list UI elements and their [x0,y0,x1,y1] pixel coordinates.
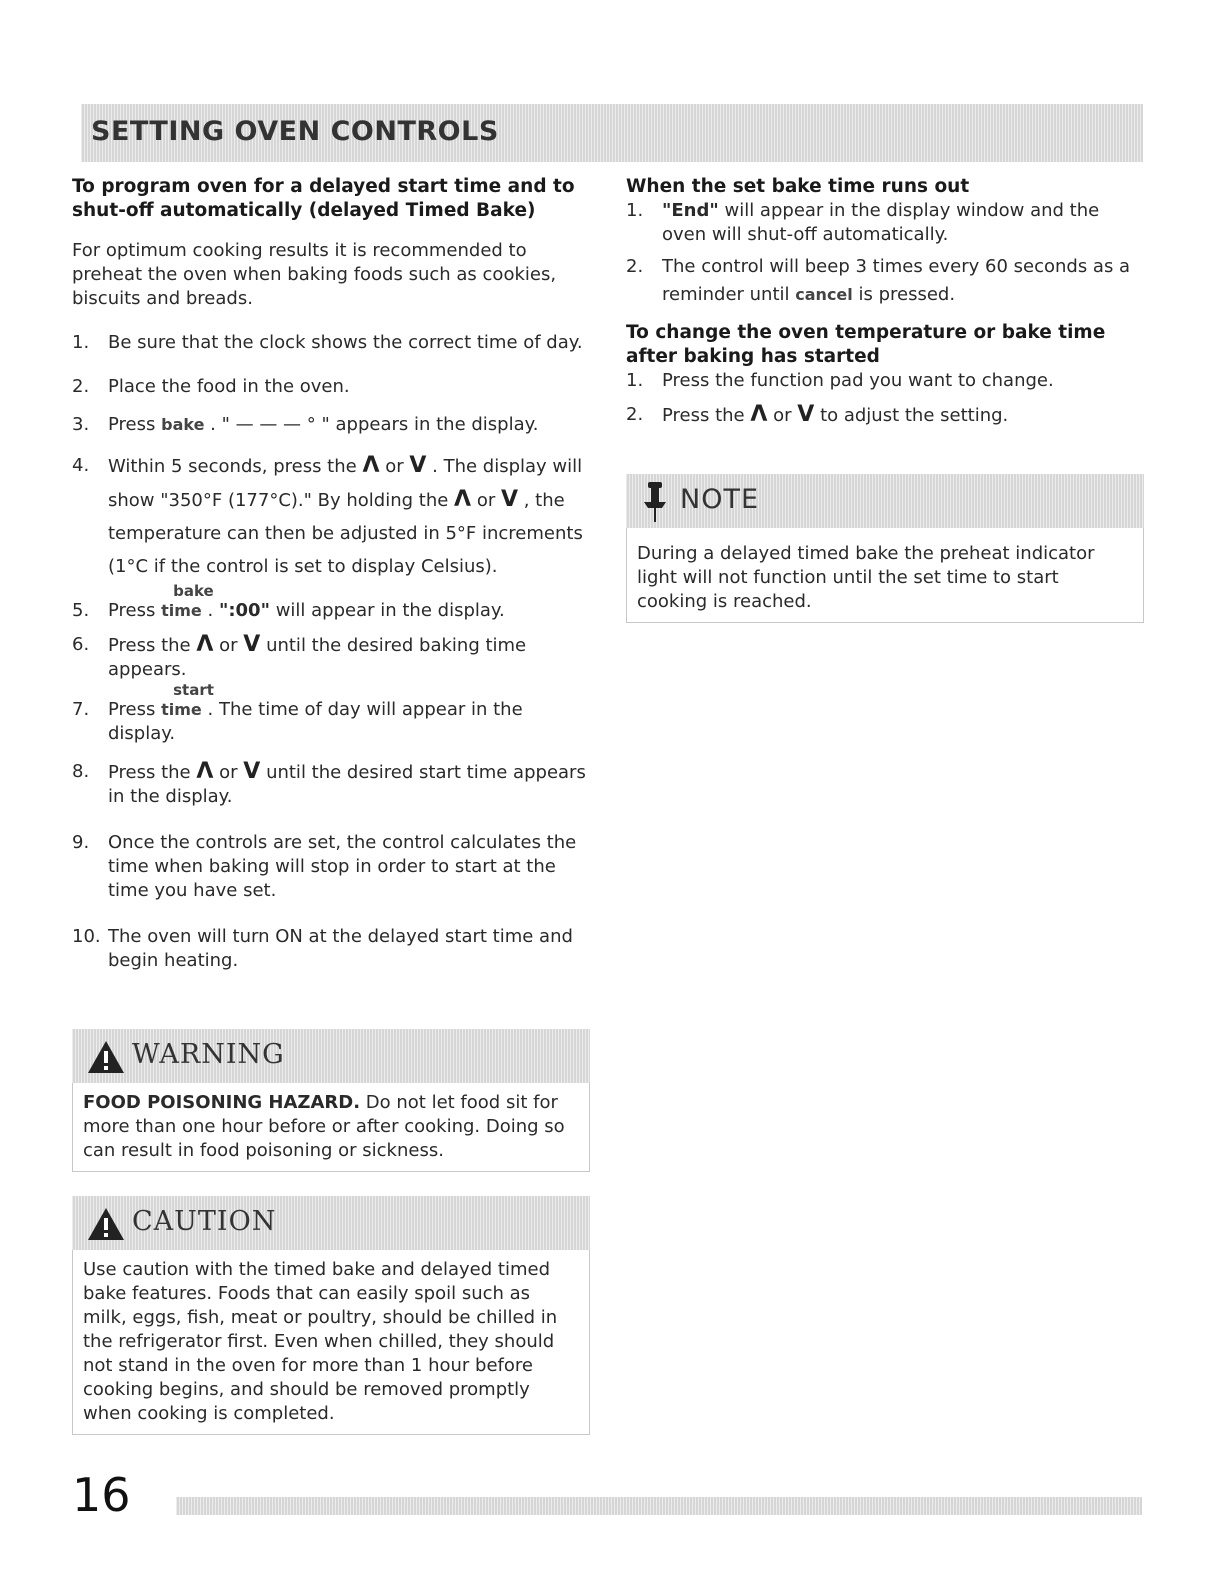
item-text: is pressed. [858,284,956,305]
step-4 [72,449,592,583]
section-title: SETTING OVEN CONTROLS [91,116,499,147]
left-column [72,175,592,973]
item-number: 1. [626,200,644,221]
step-number: 2. [72,376,90,397]
footer-bar [176,1497,1142,1515]
step-text: until the desired baking time appears. [108,635,527,680]
down-arrow-icon: V [243,759,261,784]
delayed-bake-heading: To program oven for a delayed start time and to shut-off automatically (delayed Timed Bake) [72,176,575,221]
step-text: Press the [108,635,191,656]
up-arrow-icon: Λ [750,402,768,427]
step-text: . " — — — ° " appears in the display. [210,414,539,435]
warning-title: WARNING [132,1039,285,1070]
note-title: NOTE [680,484,760,515]
warning-box [72,1029,590,1172]
step-2 [72,375,592,399]
step-text: Press the [108,762,191,783]
warning-text: Do not let food sit for more than one hour before or after cooking. Doing so can result in food poisoning or sickness. [83,1092,565,1161]
item-text: Press the [662,405,745,426]
display-readout: ":00" [218,600,270,621]
change-item-2 [626,403,1146,428]
step-text: . The time of day will appear in the display. [108,699,523,744]
down-arrow-icon: V [797,402,815,427]
down-arrow-icon: V [409,453,427,478]
step-1 [72,331,592,355]
item-text: Press the function pad you want to change. [662,370,1054,391]
step-number: 3. [72,414,90,435]
item-text: will appear in the display window and the oven will shut-off automatically. [662,200,1100,245]
bake-time-key [161,582,214,623]
caution-box [72,1196,590,1435]
note-header [626,474,1144,528]
up-arrow-icon: Λ [196,759,214,784]
step-7 [72,681,592,746]
runs-out-item-2 [626,253,1146,309]
caution-header [72,1196,590,1250]
step-text: Once the controls are set, the control calculates the time when baking will stop in order to start at the time you have set. [108,832,577,901]
delayed-bake-steps [72,331,592,973]
step-number: 7. [72,699,90,720]
pushpin-icon [640,480,670,524]
warning-lead: FOOD POISONING HAZARD. [83,1092,361,1113]
step-text: Within 5 seconds, press the [108,456,357,477]
bake-key-label: bake [173,582,214,600]
step-5 [72,582,592,623]
warning-triangle-icon [86,1039,126,1075]
item-text: to adjust the setting. [820,405,1009,426]
step-text: . [207,600,219,621]
intro-paragraph: For optimum cooking results it is recommended to preheat the oven when baking foods such as cookies, biscuits and breads. [72,240,557,309]
runs-out-item-1 [626,199,1146,247]
caution-body: Use caution with the timed bake and delayed timed bake features. Foods that can easily spoil such as milk, eggs, fish, meat or poultry, should be chilled in the refrigerator first. Even when chilled, they should not stand in the oven for more than 1 hour before cooking begins, and should be removed promptly when cooking is completed. [72,1250,590,1435]
time-key-label: time [161,601,202,620]
step-text: , the temperature can then be adjusted in 5°F increments (1°C if the control is set to display Celsius). [108,490,583,577]
step-text: or [219,635,238,656]
change-item-1 [626,369,1146,393]
bake-time-runs-out-heading: When the set bake time runs out [626,176,970,197]
item-number: 2. [626,404,644,425]
step-6 [72,633,592,682]
step-text: Press [108,600,156,621]
step-text: or [219,762,238,783]
down-arrow-icon: V [500,487,518,512]
step-text: Press [108,414,156,435]
step-number: 9. [72,832,90,853]
note-box [626,474,1144,623]
note-body: During a delayed timed bake the preheat indicator light will not function until the set time to start cooking is reached. [626,528,1144,623]
warning-header [72,1029,590,1083]
step-text: or [476,490,496,511]
warning-body [72,1083,590,1172]
up-arrow-icon: Λ [454,487,472,512]
step-text: Press [108,699,156,720]
step-number: 6. [72,634,90,655]
display-readout: "End" [662,200,719,221]
caution-triangle-icon [86,1206,126,1242]
right-column [626,175,1146,428]
step-9 [72,831,592,903]
step-number: 1. [72,332,90,353]
caution-title: CAUTION [132,1206,277,1237]
cancel-key-label: cancel [795,285,853,304]
step-text: . The display will show "350°F (177°C)." By holding the [108,456,583,511]
step-number: 5. [72,600,90,621]
up-arrow-icon: Λ [362,453,380,478]
step-text: will appear in the display. [269,600,505,621]
start-time-key [161,681,214,722]
step-text: Be sure that the clock shows the correct time of day. [108,332,583,353]
step-10 [72,925,592,973]
page-number: 16 [72,1468,131,1522]
step-number: 8. [72,761,90,782]
step-text: Place the food in the oven. [108,376,350,397]
section-header-bar [81,104,1143,162]
item-number: 2. [626,256,644,277]
step-3 [72,413,592,437]
change-settings-list [626,369,1146,428]
runs-out-list [626,199,1146,309]
bake-key-label: bake [161,415,205,434]
step-text: The oven will turn ON at the delayed start time and begin heating. [108,926,573,971]
time-key-label: time [161,700,202,719]
step-text: until the desired start time appears in the display. [108,762,586,807]
step-number: 10. [72,926,101,947]
up-arrow-icon: Λ [196,632,214,657]
step-8 [72,760,592,809]
down-arrow-icon: V [243,632,261,657]
item-text: The control will beep 3 times every 60 seconds as a reminder until [662,256,1131,305]
item-number: 1. [626,370,644,391]
step-text: or [385,456,404,477]
step-number: 4. [72,455,90,476]
change-settings-heading: To change the oven temperature or bake time after baking has started [626,322,1106,367]
start-key-label: start [173,681,214,699]
item-text: or [773,405,792,426]
